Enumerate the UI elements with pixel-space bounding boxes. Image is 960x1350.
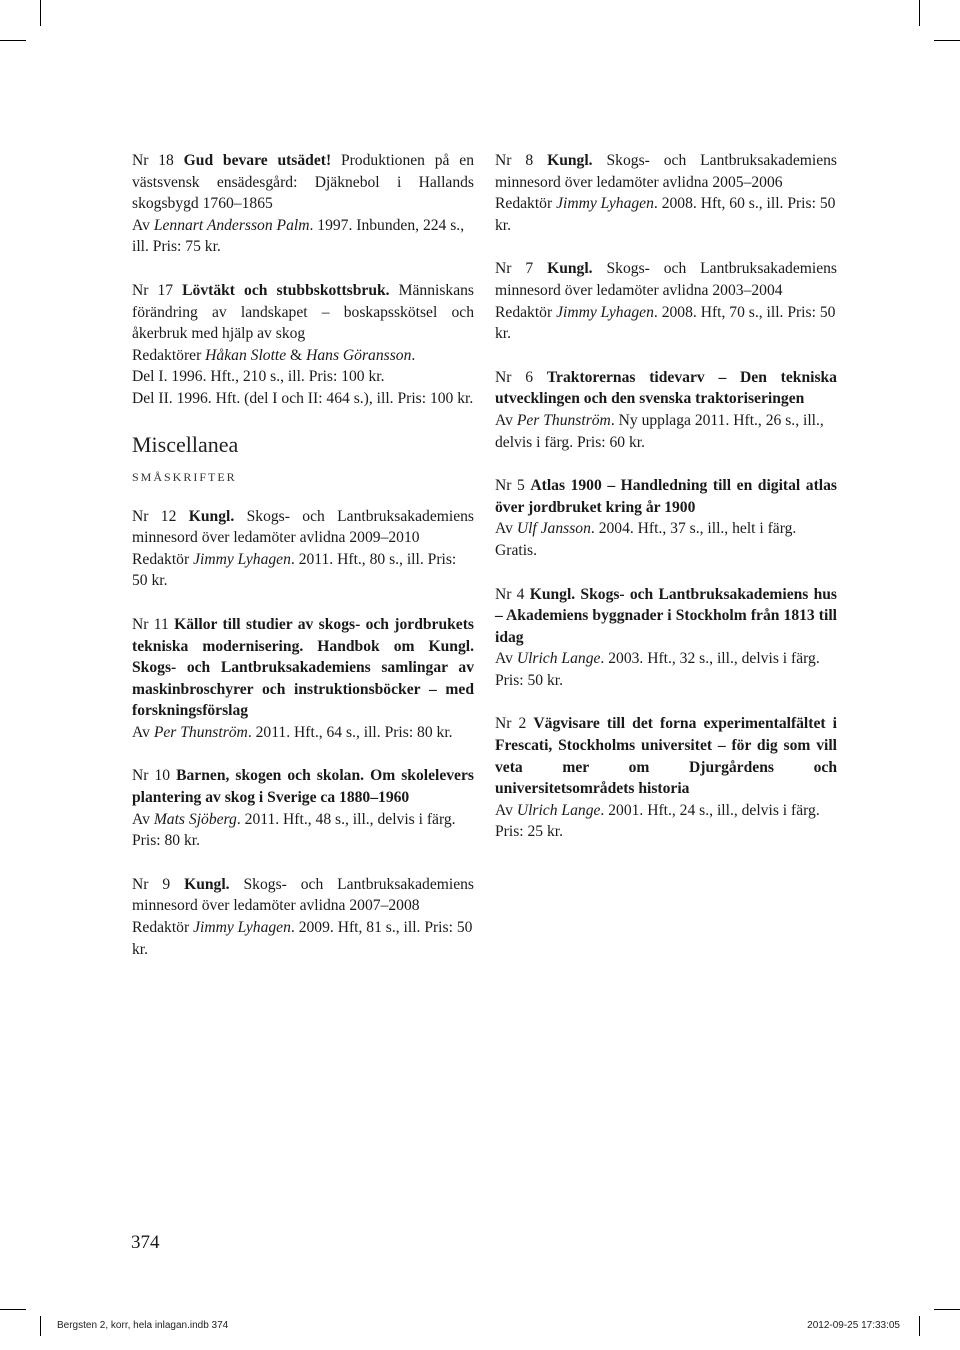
crop-mark: [0, 1309, 26, 1310]
entry-title-rest: Skogs- och Lantbruksakademiens minnesord över ledamöter avlidna 2009–2010: [132, 507, 474, 547]
entry-heading: Kungl. Skogs- och Lantbruksakademiens hus – Akademiens byggnader i Stockholm från 1813 till idag: [495, 585, 837, 646]
entry-number: Nr 5: [495, 477, 531, 495]
entry-title-rest: Produktionen på en västsvensk ensädesgård: Djäknebol i Hallands skogsbygd 1760–1865: [132, 152, 474, 213]
entry-detail-text: Av: [495, 520, 517, 538]
catalog-entry: [132, 765, 474, 851]
entry-title: [495, 475, 837, 518]
entry-detail-text: Redaktör: [495, 195, 557, 213]
catalog-entry: [495, 367, 837, 453]
entry-details: [495, 518, 837, 561]
entry-number: Nr 2: [495, 715, 534, 733]
entry-details: [495, 193, 837, 236]
print-footer: [0, 1316, 960, 1336]
catalog-entry: [132, 614, 474, 744]
entry-person: Per Thunström: [153, 723, 248, 741]
catalog-entry: [495, 584, 837, 692]
entry-detail-text: Redaktör: [495, 303, 557, 321]
entry-person: Mats Sjöberg: [153, 810, 237, 828]
entry-person: Jimmy Lyhagen: [556, 303, 654, 321]
entry-person: Ulrich Lange: [516, 801, 601, 819]
entry-title-rest: Skogs- och Lantbruksakademiens minnesord över ledamöter avlidna 2007–2008: [132, 875, 474, 915]
entry-number: Nr 17: [132, 281, 183, 299]
entry-detail-text: . 2008. Hft, 70 s., ill. Pris: 50 kr.: [495, 303, 836, 343]
crop-mark: [40, 0, 41, 26]
entry-number: Nr 8: [495, 152, 548, 169]
entry-details: [132, 809, 474, 852]
catalog-entry: [495, 475, 837, 561]
entry-heading: Lövtäkt och stubbskottsbruk.: [182, 281, 390, 299]
entry-detail-text: .: [411, 346, 416, 364]
crop-mark: [0, 40, 26, 41]
entry-detail-text: Av: [132, 723, 154, 741]
entry-number: Nr 18: [132, 152, 184, 169]
entry-detail-text: Av: [495, 650, 517, 668]
entry-details: [495, 800, 837, 843]
crop-mark: [934, 1309, 960, 1310]
footer-file-info: Bergsten 2, korr, hela inlagan.indb 374: [57, 1320, 229, 1331]
entry-number: Nr 6: [495, 368, 547, 386]
entry-title: [495, 584, 837, 649]
catalog-entry: [495, 258, 837, 344]
entry-title-rest: Skogs- och Lantbruksakademiens minnesord över ledamöter avlidna 2003–2004: [495, 260, 837, 299]
entry-person: Håkan Slotte: [205, 346, 287, 364]
entry-details: [495, 648, 837, 691]
entry-details: [132, 366, 474, 388]
entry-heading: Källor till studier av skogs- och jordbrukets tekniska modernisering. Handbok om Kungl. Skogs- och Lantbruksakademiens samlingar av maskinbroschyrer och instruktionsböcker – med forskningsförslag: [132, 615, 474, 720]
entry-detail-text: . 2001. Hft., 24 s., ill., delvis i färg. Pris: 25 kr.: [495, 801, 820, 841]
entry-person: Jimmy Lyhagen: [193, 919, 291, 937]
entry-list: [495, 150, 837, 843]
entry-details: [132, 722, 474, 744]
entry-title: [495, 150, 837, 193]
entry-title: [495, 713, 837, 799]
catalog-entry: [132, 874, 474, 960]
entry-number: Nr 9: [132, 875, 185, 893]
entry-list: [132, 506, 474, 961]
entry-title-rest: Skogs- och Lantbruksakademiens minnesord över ledamöter avlidna 2005–2006: [495, 152, 837, 191]
entry-detail-text: Av: [495, 411, 517, 429]
entry-detail-text: . Ny upplaga 2011. Hft., 26 s., ill., delvis i färg. Pris: 60 kr.: [495, 411, 824, 451]
entry-title: [132, 874, 474, 917]
entry-person: Hans Göransson: [306, 346, 412, 364]
entry-person: Jimmy Lyhagen: [556, 195, 654, 213]
entry-details: [132, 345, 474, 367]
entry-detail-text: . 2008. Hft, 60 s., ill. Pris: 50 kr.: [495, 195, 836, 234]
entry-title: [132, 506, 474, 549]
entry-person: Per Thunström: [516, 411, 611, 429]
entry-heading: Kungl.: [184, 875, 230, 893]
catalog-entry: [132, 150, 474, 258]
entry-person: Ulf Jansson: [516, 520, 591, 538]
entry-detail-text: Del I. 1996. Hft., 210 s., ill. Pris: 100 kr.: [132, 368, 385, 386]
entry-heading: Barnen, skogen och skolan. Om skolelevers plantering av skog i Sverige ca 1880–1960: [132, 767, 474, 807]
catalog-entry: [495, 713, 837, 843]
entry-title: [132, 280, 474, 345]
entry-heading: Kungl.: [547, 152, 593, 169]
entry-title: [495, 367, 837, 410]
entry-number: Nr 7: [495, 260, 548, 278]
entry-detail-text: . 2003. Hft., 32 s., ill., delvis i färg. Pris: 50 kr.: [495, 650, 820, 689]
entry-detail-text: Av: [495, 801, 517, 819]
crop-mark: [934, 40, 960, 41]
catalog-entry: [132, 506, 474, 592]
entry-detail-text: . 2004. Hft., 37 s., ill., helt i färg. Gratis.: [495, 520, 797, 559]
entry-number: Nr 12: [132, 507, 189, 525]
entry-details: [132, 215, 474, 258]
entry-details: [495, 302, 837, 345]
entry-heading: Traktorernas tidevarv – Den tekniska utvecklingen och den svenska traktoriseringen: [495, 368, 837, 408]
entry-title: [132, 150, 474, 215]
left-column: [132, 150, 474, 982]
section-title: Miscellanea: [132, 431, 239, 457]
entry-details: [132, 917, 474, 960]
entry-detail-text: Del II. 1996. Hft. (del I och II: 464 s.), ill. Pris: 100 kr.: [132, 389, 474, 407]
entry-number: Nr 11: [132, 615, 175, 633]
right-column: [495, 150, 837, 865]
entry-heading: Kungl.: [547, 260, 593, 278]
entry-person: Jimmy Lyhagen: [193, 550, 291, 568]
footer-separator: [40, 1316, 41, 1336]
crop-mark: [919, 0, 920, 26]
entry-detail-text: Redaktörer: [132, 346, 206, 364]
entry-detail-text: . 2009. Hft, 81 s., ill. Pris: 50 kr.: [132, 919, 473, 958]
section-subtitle: SMÅSKRIFTER: [132, 469, 237, 484]
entry-detail-text: . 2011. Hft., 48 s., ill., delvis i färg. Pris: 80 kr.: [132, 810, 456, 850]
catalog-entry: [132, 280, 474, 410]
entry-title-rest: Människans förändring av landskapet – boskapsskötsel och åkerbruk med hjälp av skog: [132, 281, 474, 343]
catalog-entry: [495, 150, 837, 236]
footer-separator: [919, 1316, 920, 1336]
footer-timestamp: 2012-09-25 17:33:05: [807, 1320, 900, 1331]
entry-detail-text: Redaktör: [132, 919, 194, 937]
entry-title: [132, 614, 474, 722]
entry-detail-text: . 2011. Hft., 64 s., ill. Pris: 80 kr.: [247, 723, 453, 741]
entry-detail-text: &: [286, 346, 307, 364]
entry-heading: Kungl.: [188, 507, 235, 525]
entry-detail-text: Av: [132, 216, 154, 234]
entry-number: Nr 4: [495, 585, 530, 603]
entry-person: Ulrich Lange: [516, 650, 601, 668]
entry-title: [132, 765, 474, 808]
entry-detail-text: . 1997. Inbunden, 224 s., ill. Pris: 75 kr.: [132, 216, 465, 256]
entry-detail-text: Av: [132, 810, 154, 828]
entry-title: [495, 258, 837, 301]
entry-detail-text: Redaktör: [132, 550, 194, 568]
entry-person: Lennart Andersson Palm: [153, 216, 310, 234]
entry-details: [132, 388, 474, 410]
entry-heading: Vägvisare till det forna experimentalfältet i Frescati, Stockholms universitet – för dig som vill veta mer om Djurgårdens och universitetsområdets historia: [495, 715, 837, 798]
entry-list: [132, 150, 474, 410]
entry-heading: Gud bevare utsädet!: [183, 152, 332, 169]
page-number: 374: [131, 1232, 160, 1253]
entry-details: [132, 549, 474, 592]
entry-heading: Atlas 1900 – Handledning till en digital atlas över jordbruket kring år 1900: [495, 477, 837, 516]
entry-details: [495, 410, 837, 453]
entry-number: Nr 10: [132, 767, 177, 785]
entry-detail-text: . 2011. Hft., 80 s., ill. Pris: 50 kr.: [132, 550, 457, 590]
